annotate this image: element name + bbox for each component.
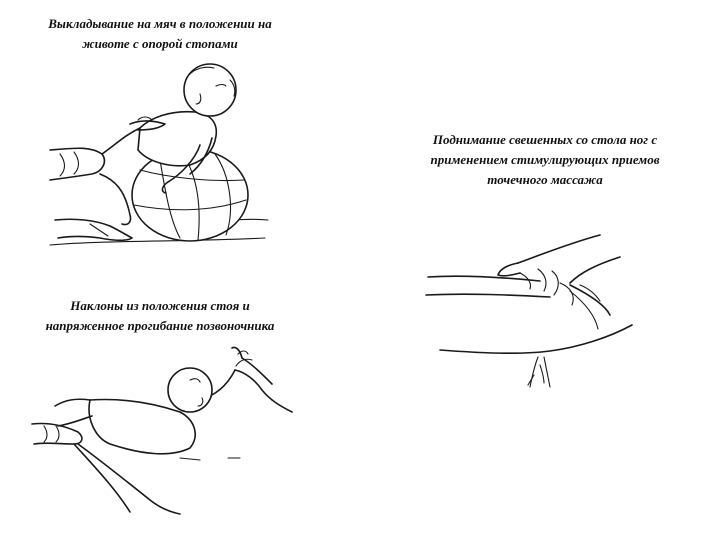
baby-on-ball-illustration xyxy=(30,50,280,260)
caption-legs-exercise xyxy=(395,130,695,190)
caption-bends-exercise xyxy=(20,296,300,336)
caption-line: напряженное прогибание позвоночника xyxy=(45,318,275,333)
caption-ball-exercise xyxy=(20,14,300,54)
baby-bends-illustration xyxy=(30,340,300,520)
caption-line: Поднимание свешенных со стола ног с xyxy=(432,132,658,147)
caption-line: животе с опорой стопами xyxy=(82,36,238,51)
caption-line: Выкладывание на мяч в положении на xyxy=(48,16,272,31)
caption-line: применением стимулирующих приемов xyxy=(430,152,660,167)
legs-massage-illustration xyxy=(420,225,650,395)
caption-line: точечного массажа xyxy=(487,172,603,187)
caption-line: Наклоны из положения стоя и xyxy=(70,298,250,313)
